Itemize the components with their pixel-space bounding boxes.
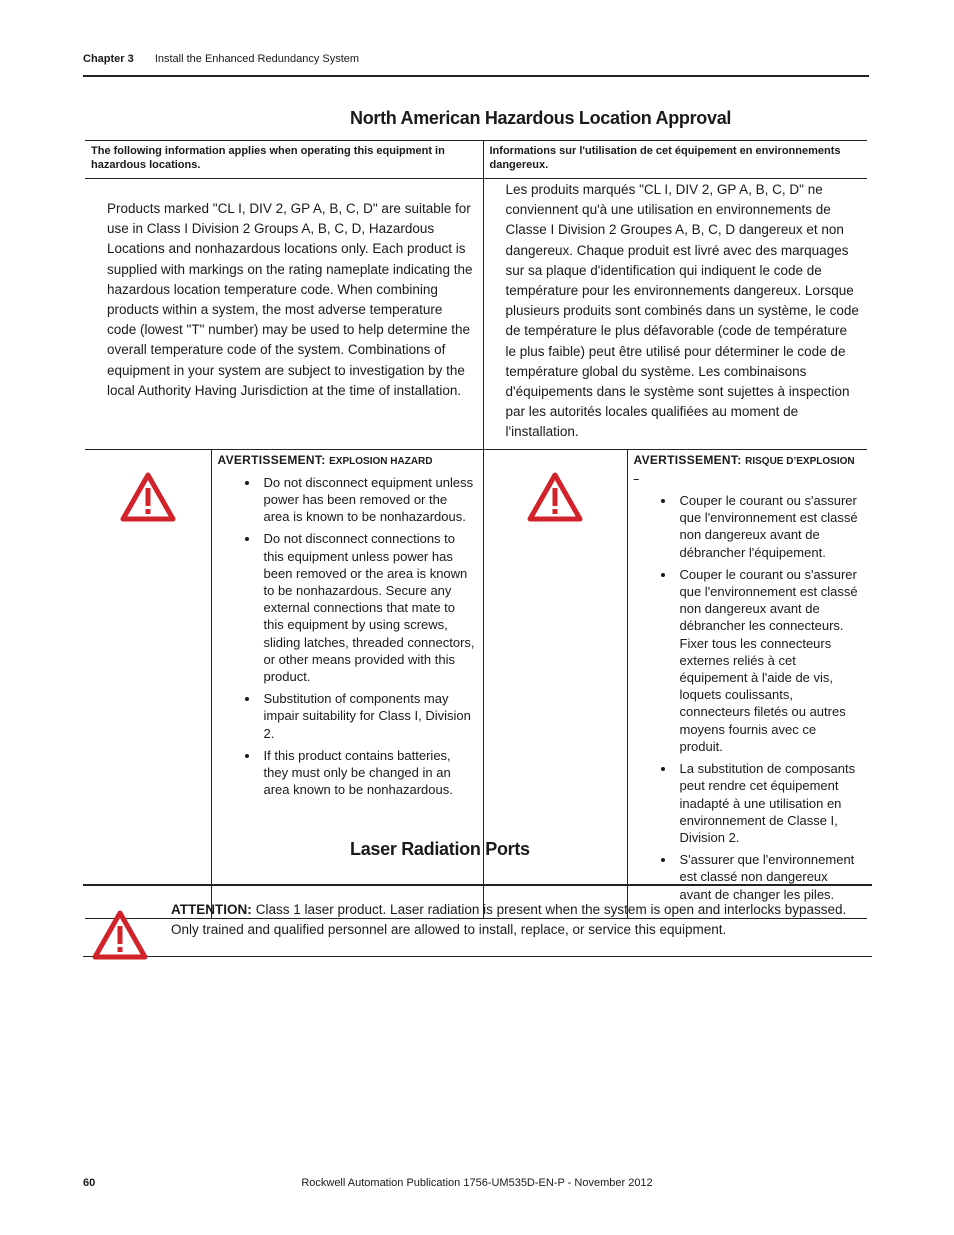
english-warning-subtitle: EXPLOSION HAZARD <box>329 455 433 467</box>
french-warning-subtitle: RISQUE D’EXPLOSION – <box>633 455 855 485</box>
hazard-section-title: North American Hazardous Location Approval <box>350 108 732 128</box>
english-warning-label: AVERTISSEMENT: <box>217 452 326 467</box>
english-warning-title <box>218 452 477 470</box>
english-warning-icon-cell <box>85 449 211 918</box>
list-item: • Couper le courant ou s'assurer que l'environnement est classé non dangereux avant de débrancher les connecteurs. Fixer tous les connecteurs externes reliés à cet équipement à l'aide de vis, loquets coulissants, connecteurs filetés ou autres moyens fournis avec ce produit. <box>676 566 862 755</box>
english-body: Products marked "CL I, DIV 2, GP A, B, C, D" are suitable for use in Class I Division 2 Groups A, B, C, D, Hazardous Locations and nonhazardous locations only. Each product is supplied with markings on the rating nameplate indicating the hazardous location temperature code. When combining products within a system, the most adverse temperature code (lowest "T" number) may be used to help determine the overall temperature code of the system. Combinations of equipment in your system are subject to investigation by the local Authority Having Jurisdiction at the time of installation. <box>85 179 483 450</box>
attention-label: ATTENTION: <box>171 902 252 917</box>
laser-section-title: Laser Radiation Ports <box>350 839 530 859</box>
publication-info: Rockwell Automation Publication 1756-UM535D-EN-P - November 2012 <box>301 1177 653 1189</box>
list-item: • S'assurer que l'environnement est classé non dangereux avant de changer les piles. <box>676 851 862 903</box>
list-item: • Couper le courant ou s'assurer que l'environnement est classé non dangereux avant de débrancher l'équipement. <box>676 492 862 561</box>
list-item: • If this product contains batteries, they must only be changed in an area known to be nonhazardous. <box>260 747 477 799</box>
list-item: • Substitution of components may impair suitability for Class I, Division 2. <box>260 690 477 742</box>
french-warning-title <box>634 452 862 488</box>
french-body: Les produits marqués "CL I, DIV 2, GP A, B, C, D" ne conviennent qu'à une utilisation en environnements de Classe I Division 2 Groupes A, B, C, D dangereux et non dangereux. Chaque produit est livré avec des marquages sur sa plaque d'identification qui indiquent le code de température pour les environnements dangereux. Lorsque plusieurs produits sont combinés dans un système, le code de température le plus défavorable (code de température le plus faible) peut être utilisé pour déterminer le code de température global du système. Les combinaisons d'équipements dans le système sont sujettes à inspection par les autorités locales qualifiées au moment de l'installation. <box>505 182 859 440</box>
chapter-title: Install the Enhanced Redundancy System <box>154 53 360 65</box>
english-header: The following information applies when operating this equipment in hazardous locations. <box>85 141 483 179</box>
warning-triangle-icon <box>120 472 176 522</box>
laser-attention-box <box>83 884 872 957</box>
french-warning <box>627 449 867 918</box>
list-item: • Do not disconnect connections to this equipment unless power has been removed or the area is known to be nonhazardous. Secure any external connections that mate to this equipment by using screws, sliding latches, threaded connectors, or other means provided with this product. <box>260 530 477 685</box>
warning-triangle-icon <box>92 910 148 960</box>
laser-attention-text <box>171 900 861 940</box>
running-header <box>83 53 359 65</box>
french-warning-list <box>634 492 862 903</box>
attention-message: Class 1 laser product. Laser radiation is present when the system is open and interlocks bypassed. Only trained and qualified personnel are allowed to install, replace, or service this equipment. <box>171 902 847 937</box>
french-header: Informations sur l'utilisation de cet équipement en environnements dangereux. <box>483 141 867 179</box>
list-item: • La substitution de composants peut rendre cet équipement inadapté à une utilisation en environnement de Classe I, Division 2. <box>676 760 862 846</box>
english-warning-list <box>218 474 477 799</box>
header-rule <box>83 75 869 77</box>
chapter-number: Chapter 3 <box>83 53 134 65</box>
page-number: 60 <box>83 1177 96 1189</box>
hazard-approval-table <box>85 140 867 919</box>
list-item: • Do not disconnect equipment unless power has been removed or the area is known to be nonhazardous. <box>260 474 477 526</box>
warning-triangle-icon <box>527 472 583 522</box>
french-warning-label: AVERTISSEMENT: <box>633 452 742 467</box>
